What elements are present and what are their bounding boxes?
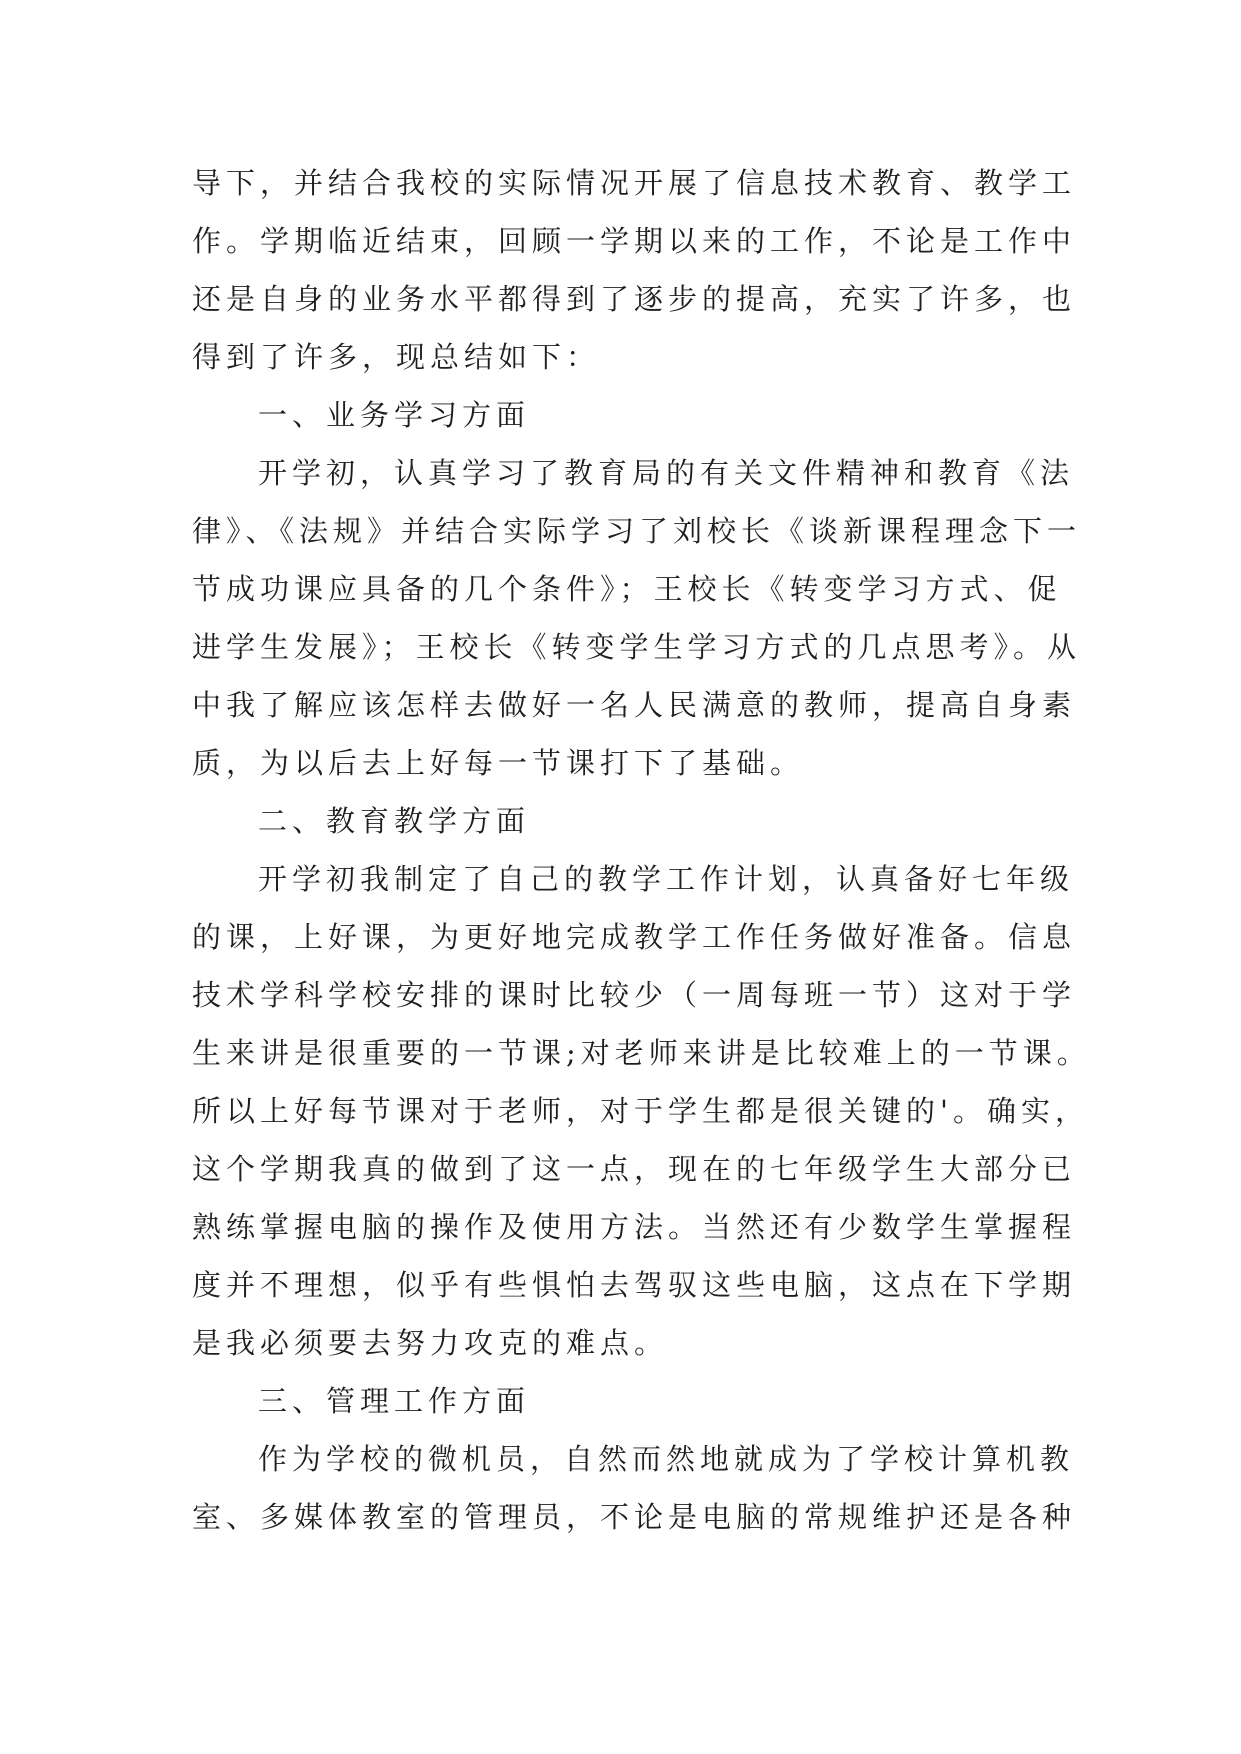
text-line-18: 这个学期我真的做到了这一点，现在的七年级学生大部分已 [192, 1152, 1077, 1186]
text-line-1: 导下，并结合我校的实际情况开展了信息技术教育、教学工 [192, 166, 1077, 200]
text-line-24: 室、多媒体教室的管理员，不论是电脑的常规维护还是各种 [192, 1500, 1077, 1534]
text-line-23: 作为学校的微机员，自然而然地就成为了学校计算机教 [258, 1442, 1075, 1476]
text-line-10: 中我了解应该怎样去做好一名人民满意的教师，提高自身素 [192, 688, 1077, 722]
text-line-2: 作。学期临近结束，回顾一学期以来的工作，不论是工作中 [192, 224, 1077, 258]
section-heading-3: 三、管理工作方面 [258, 1384, 531, 1418]
text-line-8: 节成功课应具备的几个条件》；王校长《转变学习方式、促 [192, 572, 1062, 606]
text-line-16: 生来讲是很重要的一节课;对老师来讲是比较难上的一节课。 [192, 1036, 1091, 1070]
text-line-9: 进学生发展》；王校长《转变学生学习方式的几点思考》。从 [192, 630, 1082, 664]
text-line-19: 熟练掌握电脑的操作及使用方法。当然还有少数学生掌握程 [192, 1210, 1077, 1244]
document-body [192, 154, 1091, 1546]
text-line-4: 得到了许多，现总结如下： [192, 340, 601, 374]
text-line-21: 是我必须要去努力攻克的难点。 [192, 1326, 669, 1360]
text-line-11: 质，为以后去上好每一节课打下了基础。 [192, 746, 805, 780]
text-line-13: 开学初我制定了自己的教学工作计划，认真备好七年级 [258, 862, 1075, 896]
text-line-20: 度并不理想，似乎有些惧怕去驾驭这些电脑，这点在下学期 [192, 1268, 1077, 1302]
text-line-15: 技术学科学校安排的课时比较少（一周每班一节）这对于学 [192, 978, 1077, 1012]
text-line-6: 开学初，认真学习了教育局的有关文件精神和教育《法 [258, 456, 1075, 490]
text-line-17: 所以上好每节课对于老师，对于学生都是很关键的'。确实， [192, 1094, 1089, 1128]
section-heading-2: 二、教育教学方面 [258, 804, 531, 838]
text-line-14: 的课，上好课，为更好地完成教学工作任务做好准备。信息 [192, 920, 1077, 954]
text-line-7: 律》、《法规》并结合实际学习了刘校长《谈新课程理念下一 [192, 514, 1082, 548]
section-heading-1: 一、业务学习方面 [258, 398, 531, 432]
text-line-3: 还是自身的业务水平都得到了逐步的提高，充实了许多，也 [192, 282, 1077, 316]
